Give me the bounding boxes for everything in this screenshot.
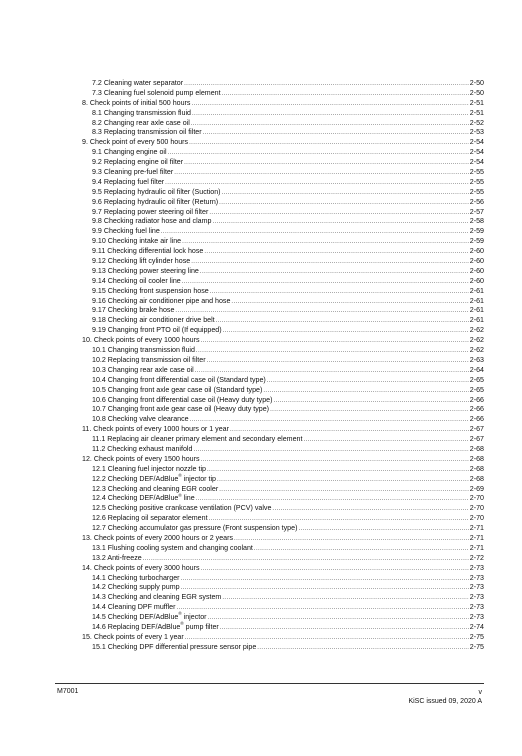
toc-subsection-entry[interactable] <box>82 386 484 396</box>
toc-entry-title: 8. Check points of initial 500 hours <box>82 98 191 107</box>
toc-subsection-entry[interactable] <box>82 198 484 208</box>
toc-entry-title-text: pump filter <box>183 622 219 631</box>
toc-page-number: 2-68 <box>469 474 484 483</box>
toc-subsection-entry[interactable] <box>82 593 484 603</box>
dot-leader <box>220 624 469 634</box>
toc-page-number: 2-60 <box>469 257 484 266</box>
toc-entry-title: 9.19 Changing front PTO oil (If equipped) <box>92 326 222 335</box>
toc-entry-title: 9.13 Checking power steering line <box>92 266 199 275</box>
toc-page-number: 2-65 <box>469 385 484 394</box>
toc-entry-title-text: 12.2 Checking DEF/AdBlue <box>92 474 179 483</box>
toc-entry-title: 14.2 Checking supply pump <box>92 583 180 592</box>
toc-section-entry[interactable] <box>82 138 484 148</box>
toc-section-entry[interactable] <box>82 455 484 465</box>
toc-entry-title <box>92 623 219 633</box>
toc-entry-title: 9.14 Checking oil cooler line <box>92 276 181 285</box>
toc-entry-title: 8.1 Changing transmission fluid <box>92 108 191 117</box>
dot-leader <box>203 129 469 139</box>
toc-page-number: 2-55 <box>469 187 484 196</box>
toc-page-number: 2-73 <box>469 603 484 612</box>
dot-leader <box>196 347 469 357</box>
toc-entry-title: 9.11 Checking differential lock hose <box>92 247 204 256</box>
dot-leader <box>222 189 469 199</box>
toc-page-number: 2-51 <box>469 98 484 107</box>
footer-page-number: v <box>478 689 482 696</box>
toc-subsection-entry[interactable] <box>82 376 484 386</box>
toc-page-number: 2-60 <box>469 266 484 275</box>
toc-entry-title: 15.1 Checking DPF differential pressure sensor pipe <box>92 642 257 651</box>
toc-subsection-entry[interactable] <box>82 643 484 653</box>
toc-subsection-entry[interactable] <box>82 366 484 376</box>
toc-subsection-entry[interactable] <box>82 168 484 178</box>
toc-subsection-entry[interactable] <box>82 554 484 564</box>
toc-page-number: 2-55 <box>469 177 484 186</box>
toc-page-number: 2-65 <box>469 375 484 384</box>
toc-entry-title-text: 14.6 Replacing DEF/AdBlue <box>92 622 181 631</box>
toc-page-number: 2-61 <box>469 286 484 295</box>
dot-leader <box>270 406 469 416</box>
toc-page-number: 2-59 <box>469 227 484 236</box>
toc-subsection-entry[interactable] <box>82 316 484 326</box>
dot-leader <box>204 248 468 258</box>
dot-leader <box>254 545 469 555</box>
toc-entry-title-text: injector <box>181 613 207 622</box>
toc-page-number: 2-67 <box>469 425 484 434</box>
toc-entry-title: 13. Check points of every 2000 hours or 2 years <box>82 533 234 542</box>
toc-entry-title: 10.7 Changing front axle gear case oil (Heavy duty type) <box>92 405 270 414</box>
toc-page-number: 2-72 <box>469 553 484 562</box>
toc-page-number: 2-54 <box>469 148 484 157</box>
dot-leader <box>273 397 468 407</box>
dot-leader <box>168 149 469 159</box>
toc-page-number: 2-68 <box>469 464 484 473</box>
toc-entry-title: 13.1 Flushing cooling system and changing coolant <box>92 543 253 552</box>
dot-leader <box>181 575 469 585</box>
toc-section-entry[interactable] <box>82 425 484 435</box>
toc-page-number: 2-63 <box>469 355 484 364</box>
toc-page-number: 2-68 <box>469 454 484 463</box>
toc-entry-title: 14.4 Cleaning DPF muffler <box>92 603 176 612</box>
toc-subsection-entry[interactable] <box>82 109 484 119</box>
toc-page-number: 2-54 <box>469 158 484 167</box>
registered-mark: ® <box>178 472 182 478</box>
toc-entry-title: 9.9 Checking fuel line <box>92 227 160 236</box>
toc-subsection-entry[interactable] <box>82 267 484 277</box>
dot-leader <box>219 199 469 209</box>
toc-entry-title: 8.2 Changing rear axle case oil <box>92 118 190 127</box>
toc-subsection-entry[interactable] <box>82 504 484 514</box>
toc-subsection-entry[interactable] <box>82 544 484 554</box>
toc-entry-title: 11. Check points of every 1000 hours or 1 year <box>82 425 229 434</box>
toc-page-number: 2-70 <box>469 514 484 523</box>
toc-page-number: 2-69 <box>469 484 484 493</box>
dot-leader <box>210 288 469 298</box>
toc-subsection-entry[interactable] <box>82 148 484 158</box>
toc-entry-title: 9.12 Checking lift cylinder hose <box>92 257 191 266</box>
toc-entry-title: 10. Check points of every 1000 hours <box>82 336 200 345</box>
toc-page-number: 2-67 <box>469 435 484 444</box>
toc-subsection-entry[interactable] <box>82 89 484 99</box>
toc-subsection-entry[interactable] <box>82 623 484 633</box>
toc-subsection-entry[interactable] <box>82 415 484 425</box>
toc-entry-title: 11.1 Replacing air cleaner primary element and secondary element <box>92 435 303 444</box>
toc-page-number: 2-57 <box>469 207 484 216</box>
dot-leader <box>272 505 468 515</box>
toc-entry-title: 9.4 Replacing fuel filter <box>92 177 165 186</box>
dot-leader <box>207 466 469 476</box>
toc-entry-title-text: 12.4 Checking DEF/AdBlue <box>92 494 179 503</box>
toc-entry-title: 9.1 Changing engine oil <box>92 148 167 157</box>
toc-subsection-entry[interactable] <box>82 208 484 218</box>
toc-entry-title: 9.3 Cleaning pre-fuel filter <box>92 168 174 177</box>
toc-page-number: 2-61 <box>469 296 484 305</box>
toc-page-number: 2-61 <box>469 306 484 315</box>
toc-page-number: 2-53 <box>469 128 484 137</box>
dot-leader <box>200 268 469 278</box>
toc-entry-title: 15. Check points of every 1 year <box>82 632 184 641</box>
dot-leader <box>298 525 468 535</box>
toc-entry-title: 12.3 Checking and cleaning EGR cooler <box>92 484 219 493</box>
registered-mark: ® <box>178 492 182 498</box>
toc-page-number: 2-60 <box>469 247 484 256</box>
toc-page-number: 2-60 <box>469 276 484 285</box>
toc-page-number: 2-66 <box>469 405 484 414</box>
toc-subsection-entry[interactable] <box>82 524 484 534</box>
toc-section-entry[interactable] <box>82 564 484 574</box>
toc-subsection-entry[interactable] <box>82 119 484 129</box>
dot-leader <box>192 110 469 120</box>
toc-entry-title: 8.3 Replacing transmission oil filter <box>92 128 202 137</box>
toc-entry-title: 9.10 Checking intake air line <box>92 237 182 246</box>
toc-subsection-entry[interactable] <box>82 405 484 415</box>
toc-subsection-entry[interactable] <box>82 277 484 287</box>
dot-leader <box>222 90 469 100</box>
toc-entry-title: 14.1 Checking turbocharger <box>92 573 180 582</box>
toc-subsection-entry[interactable] <box>82 346 484 356</box>
toc-entry-title: 12.5 Checking positive crankcase ventilation (PCV) valve <box>92 504 272 513</box>
toc-page-number: 2-62 <box>469 336 484 345</box>
toc-subsection-entry[interactable] <box>82 613 484 623</box>
dot-leader <box>182 238 469 248</box>
dot-leader <box>219 486 469 496</box>
toc-entry-title: 10.1 Changing transmission fluid <box>92 346 195 355</box>
toc-section-entry[interactable] <box>82 99 484 109</box>
toc-page-number: 2-73 <box>469 573 484 582</box>
dot-leader <box>161 228 469 238</box>
toc-section-entry[interactable] <box>82 633 484 643</box>
toc-subsection-entry[interactable] <box>82 435 484 445</box>
toc-page-number: 2-71 <box>469 524 484 533</box>
toc-entry-title: 9.6 Replacing hydraulic oil filter (Return) <box>92 197 219 206</box>
toc-subsection-entry[interactable] <box>82 514 484 524</box>
toc-subsection-entry[interactable] <box>82 306 484 316</box>
toc-entry-title <box>92 494 195 504</box>
toc-subsection-entry[interactable] <box>82 158 484 168</box>
toc-page-number: 2-54 <box>469 138 484 147</box>
toc-page-number: 2-70 <box>469 494 484 503</box>
dot-leader <box>212 218 468 228</box>
toc-page-number: 2-61 <box>469 316 484 325</box>
registered-mark: ® <box>178 611 182 617</box>
dot-leader <box>184 159 469 169</box>
toc-entry-title: 9.16 Checking air conditioner pipe and hose <box>92 296 231 305</box>
toc-page-number: 2-75 <box>469 642 484 651</box>
dot-leader <box>257 644 469 654</box>
toc-entry-title: 12.1 Cleaning fuel injector nozzle tip <box>92 464 206 473</box>
toc-page-number: 2-55 <box>469 168 484 177</box>
toc-entry-title: 12.7 Checking accumulator gas pressure (Front suspension type) <box>92 524 298 533</box>
dot-leader <box>189 139 469 149</box>
toc-entry-title: 9.17 Checking brake hose <box>92 306 175 315</box>
toc-entry-title: 10.5 Changing front axle gear case oil (Standard type) <box>92 385 263 394</box>
toc-subsection-entry[interactable] <box>82 237 484 247</box>
toc-entry-title: 13.2 Anti-freeze <box>92 553 142 562</box>
toc-page-number: 2-75 <box>469 632 484 641</box>
toc-subsection-entry[interactable] <box>82 583 484 593</box>
footer-divider <box>55 683 484 684</box>
toc-entry-title-text: line <box>181 494 195 503</box>
toc-section-entry[interactable] <box>82 534 484 544</box>
toc-subsection-entry[interactable] <box>82 79 484 89</box>
toc-subsection-entry[interactable] <box>82 465 484 475</box>
toc-subsection-entry[interactable] <box>82 356 484 366</box>
toc-subsection-entry[interactable] <box>82 287 484 297</box>
toc-subsection-entry[interactable] <box>82 603 484 613</box>
toc-page-number: 2-71 <box>469 533 484 542</box>
dot-leader <box>209 209 468 219</box>
dot-leader <box>208 614 469 624</box>
toc-page-number: 2-74 <box>469 622 484 631</box>
table-of-contents <box>82 79 484 653</box>
footer-issued: KiSC issued 09, 2020 A <box>408 698 482 705</box>
dot-leader <box>181 584 469 594</box>
dot-leader <box>174 169 469 179</box>
toc-page-number: 2-50 <box>469 79 484 87</box>
toc-page-number: 2-62 <box>469 326 484 335</box>
toc-subsection-entry[interactable] <box>82 178 484 188</box>
toc-entry-title: 9. Check point of every 500 hours <box>82 138 189 147</box>
toc-entry-title: 9.2 Replacing engine oil filter <box>92 158 184 167</box>
dot-leader <box>263 387 468 397</box>
dot-leader <box>191 258 469 268</box>
dot-leader <box>191 120 469 130</box>
toc-subsection-entry[interactable] <box>82 227 484 237</box>
toc-page-number: 2-62 <box>469 346 484 355</box>
toc-page-number: 2-73 <box>469 563 484 572</box>
toc-page-number: 2-59 <box>469 237 484 246</box>
dot-leader <box>190 416 469 426</box>
footer-model: M7001 <box>57 688 79 695</box>
toc-entry-title-text: injector tip <box>181 474 216 483</box>
toc-entry-title: 14.3 Checking and cleaning EGR system <box>92 593 222 602</box>
toc-entry-title: 9.18 Checking air conditioner drive belt <box>92 316 215 325</box>
dot-leader <box>216 317 469 327</box>
registered-mark: ® <box>180 621 184 627</box>
toc-entry-title: 14. Check points of every 3000 hours <box>82 563 200 572</box>
toc-page-number: 2-66 <box>469 395 484 404</box>
footer-right-block <box>408 688 482 706</box>
toc-subsection-entry[interactable] <box>82 472 484 485</box>
toc-entry-title: 9.15 Checking front suspension hose <box>92 286 209 295</box>
toc-entry-title: 10.3 Changing rear axle case oil <box>92 365 194 374</box>
toc-entry-title: 7.3 Cleaning fuel solenoid pump element <box>92 88 221 97</box>
toc-entry-title: 12.6 Replacing oil separator element <box>92 514 208 523</box>
toc-subsection-entry[interactable] <box>82 297 484 307</box>
toc-subsection-entry[interactable] <box>82 396 484 406</box>
toc-subsection-entry[interactable] <box>82 326 484 336</box>
toc-page-number: 2-73 <box>469 583 484 592</box>
toc-subsection-entry[interactable] <box>82 247 484 257</box>
dot-leader <box>303 436 468 446</box>
toc-subsection-entry[interactable] <box>82 574 484 584</box>
toc-entry-title: 7.2 Cleaning water separator <box>92 79 184 87</box>
dot-leader <box>217 476 469 486</box>
toc-page-number: 2-56 <box>469 197 484 206</box>
toc-page-number: 2-52 <box>469 118 484 127</box>
dot-leader <box>201 337 469 347</box>
dot-leader <box>222 594 468 604</box>
toc-entry-title: 10.4 Changing front differential case oil (Standard type) <box>92 375 266 384</box>
toc-page-number: 2-68 <box>469 444 484 453</box>
toc-page-number: 2-51 <box>469 108 484 117</box>
toc-page-number: 2-66 <box>469 415 484 424</box>
toc-entry-title: 11.2 Checking exhaust manifold <box>92 444 193 453</box>
toc-subsection-entry[interactable] <box>82 257 484 267</box>
toc-page-number: 2-50 <box>469 88 484 97</box>
toc-entry-title: 9.5 Replacing hydraulic oil filter (Suction) <box>92 187 221 196</box>
toc-subsection-entry[interactable] <box>82 485 484 495</box>
toc-entry-title: 9.7 Replacing power steering oil filter <box>92 207 209 216</box>
dot-leader <box>231 298 468 308</box>
dot-leader <box>193 446 468 456</box>
dot-leader <box>191 100 468 110</box>
toc-page-number: 2-73 <box>469 593 484 602</box>
dot-leader <box>267 377 469 387</box>
toc-entry-title: 10.8 Checking valve clearance <box>92 415 189 424</box>
toc-subsection-entry[interactable] <box>82 128 484 138</box>
toc-page-number: 2-70 <box>469 504 484 513</box>
toc-page-number: 2-71 <box>469 543 484 552</box>
toc-entry-title: 9.8 Checking radiator hose and clamp <box>92 217 212 226</box>
dot-leader <box>223 327 469 337</box>
dot-leader <box>176 604 468 617</box>
toc-section-entry[interactable] <box>82 336 484 346</box>
toc-subsection-entry[interactable] <box>82 188 484 198</box>
toc-subsection-entry[interactable] <box>82 494 484 504</box>
dot-leader <box>234 535 469 545</box>
toc-entry-title <box>92 472 216 485</box>
dot-leader <box>201 565 469 575</box>
dot-leader <box>207 357 469 367</box>
toc-page-number: 2-58 <box>469 217 484 226</box>
toc-entry-title: 10.6 Changing front differential case oil (Heavy duty type) <box>92 395 273 404</box>
toc-entry-title: 10.2 Replacing transmission oil filter <box>92 355 206 364</box>
toc-entry-title-text: 14.5 Checking DEF/AdBlue <box>92 613 179 622</box>
dot-leader <box>182 278 469 288</box>
toc-entry-title <box>92 613 207 623</box>
dot-leader <box>175 307 468 317</box>
toc-page-number: 2-64 <box>469 365 484 374</box>
toc-entry-title: 12. Check points of every 1500 hours <box>82 454 200 463</box>
dot-leader <box>184 80 469 90</box>
toc-subsection-entry[interactable] <box>82 445 484 455</box>
dot-leader <box>201 456 469 466</box>
toc-page-number: 2-73 <box>469 613 484 622</box>
toc-subsection-entry[interactable] <box>82 217 484 227</box>
